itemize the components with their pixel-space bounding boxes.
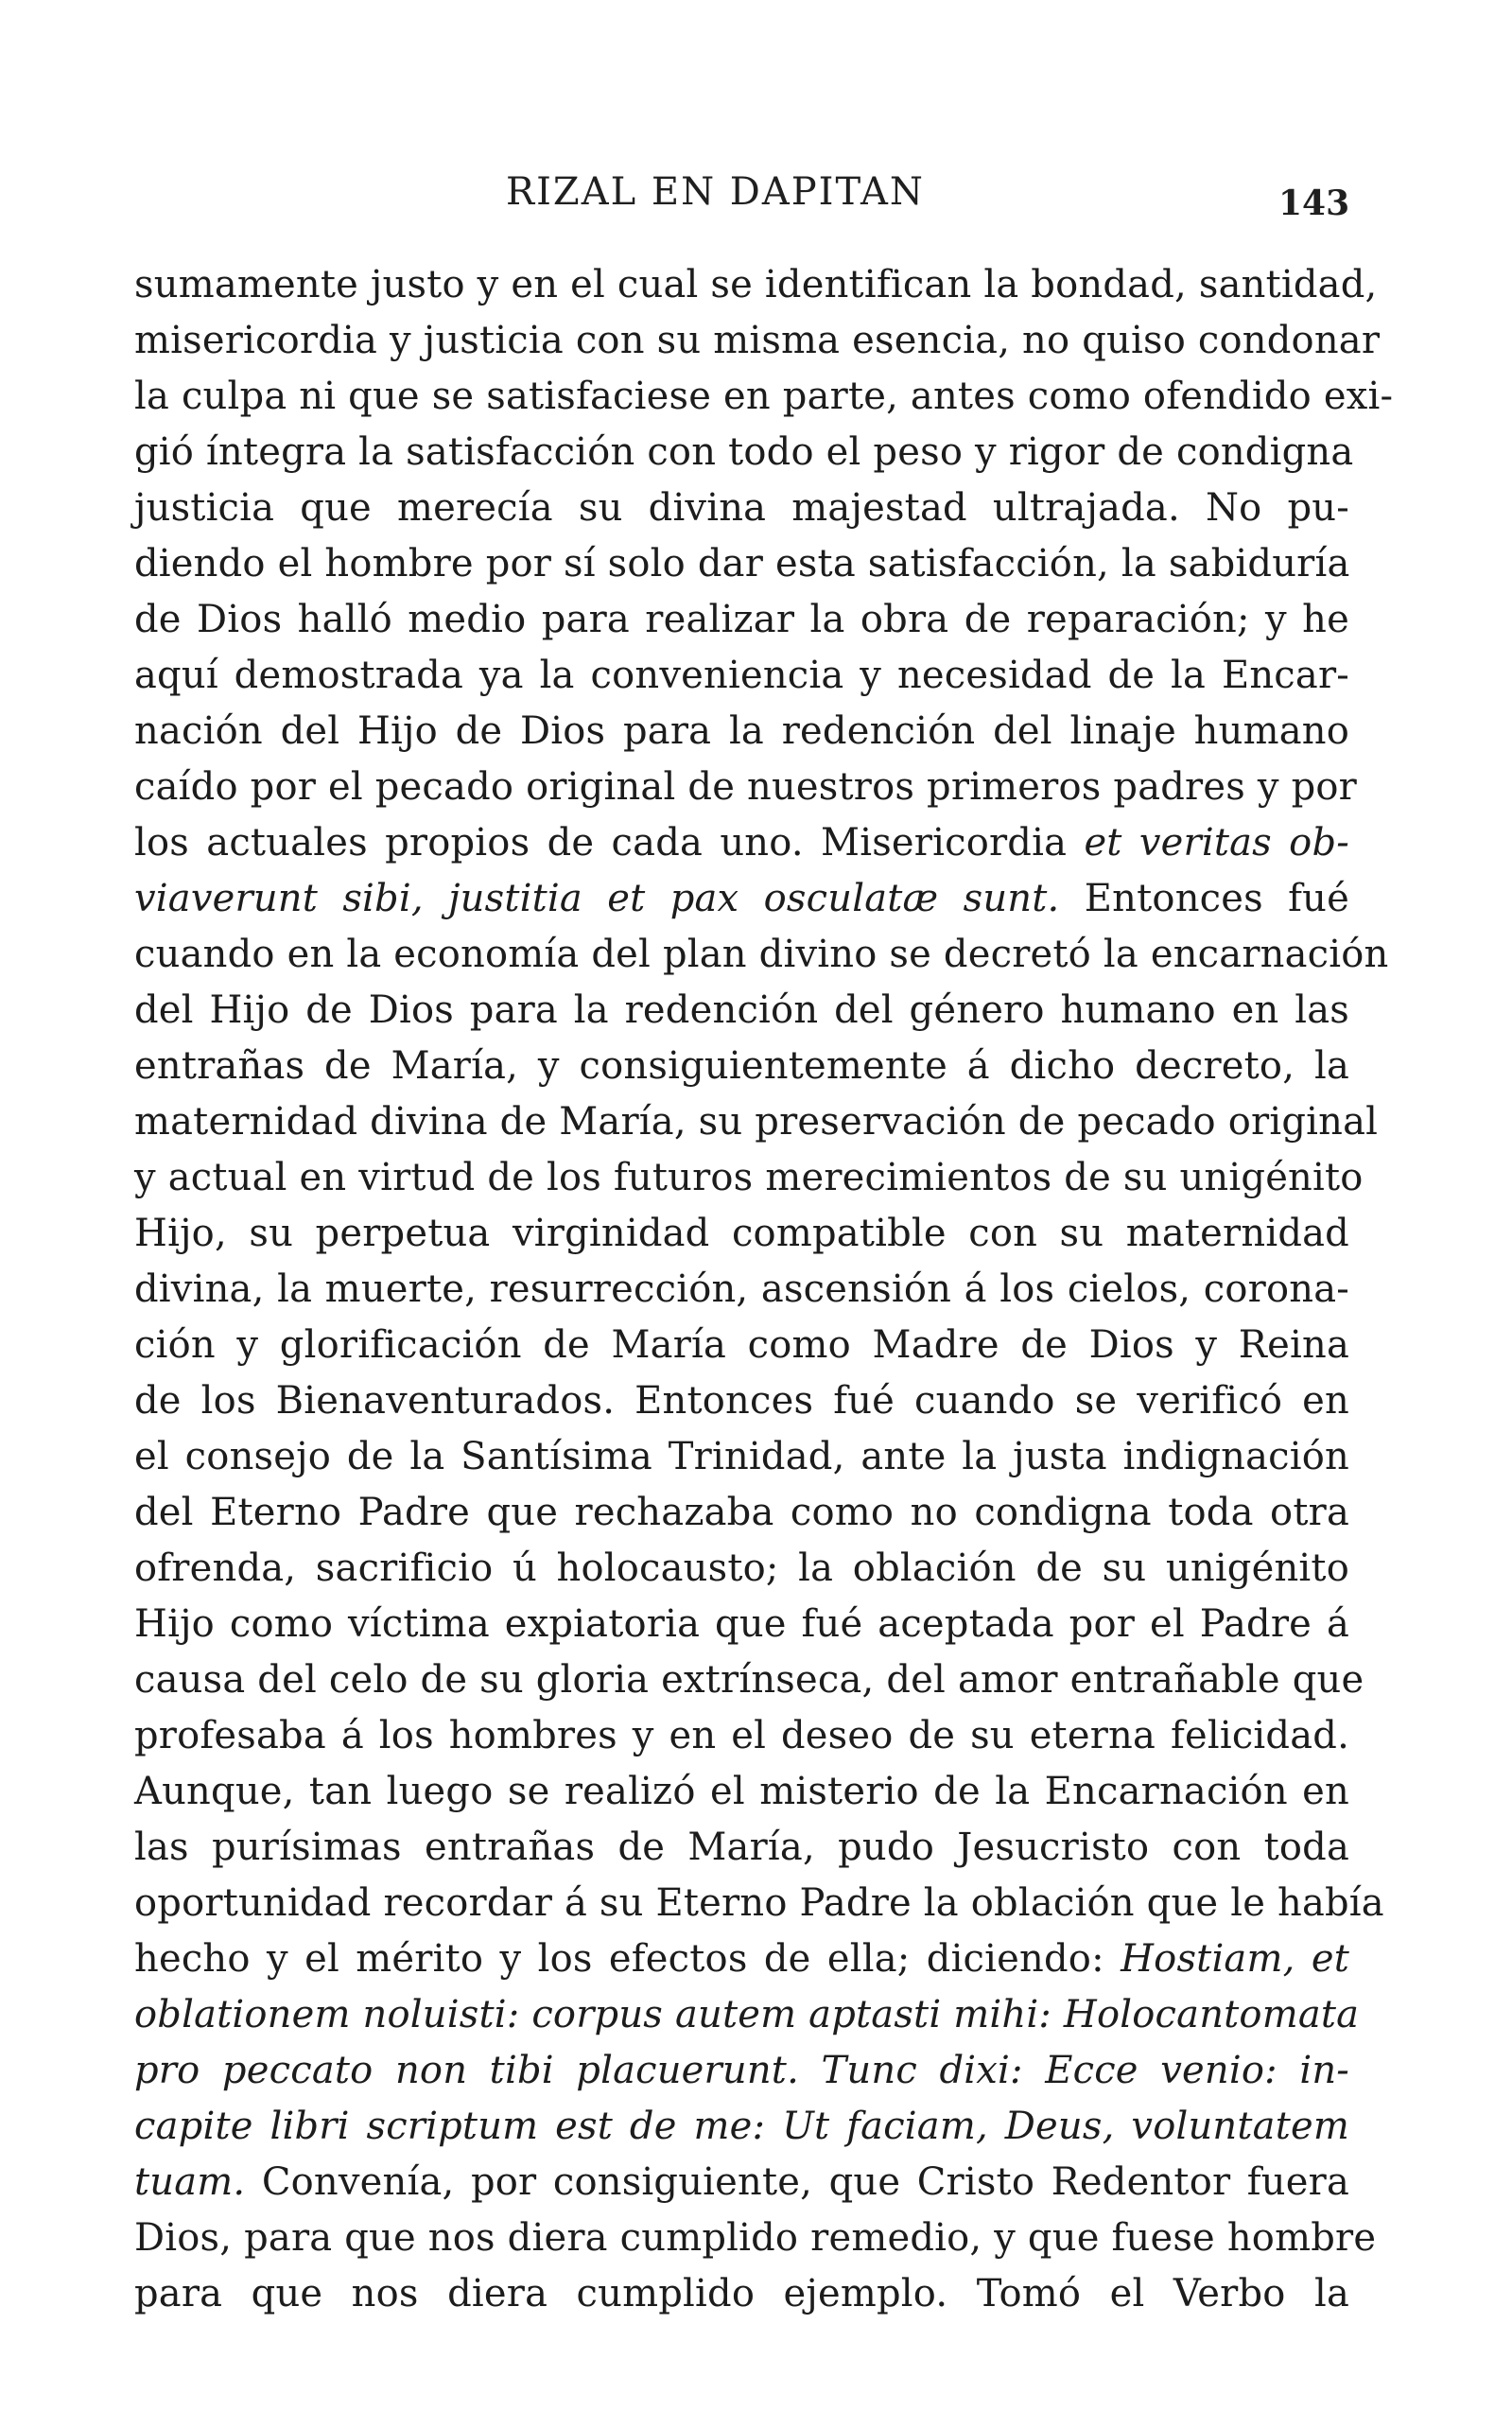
text-segment: cuando en la economía del plan divino se decretó la encarnación bbox=[134, 933, 1389, 976]
latin-quotation: pro peccato non tibi placuerunt. Tunc dixi: Ecce venio: in- bbox=[134, 2049, 1349, 2092]
text-line bbox=[134, 2099, 1349, 2155]
text-segment: caído por el pecado original de nuestros primeros padres y por bbox=[134, 765, 1358, 809]
text-line bbox=[134, 1931, 1349, 1987]
text-line bbox=[134, 1485, 1349, 1541]
text-line bbox=[134, 1094, 1379, 1150]
text-segment: del Hijo de Dios para la redención del género humano en las bbox=[134, 988, 1349, 1032]
text-segment: la culpa ni que se satisfaciese en parte, antes como ofendido exi- bbox=[134, 375, 1394, 418]
text-line bbox=[134, 481, 1349, 536]
text-line bbox=[134, 1987, 1360, 2043]
text-line bbox=[134, 1764, 1349, 1820]
text-segment: profesaba á los hombres y en el deseo de su eterna felicidad. bbox=[134, 1714, 1349, 1757]
text-line bbox=[134, 1039, 1349, 1094]
text-line bbox=[134, 2043, 1349, 2099]
text-line bbox=[134, 1541, 1349, 1597]
text-line bbox=[134, 2155, 1349, 2211]
text-segment: sumamente justo y en el cual se identifican la bondad, santidad, bbox=[134, 263, 1378, 306]
text-segment: Hijo como víctima expiatoria que fué aceptada por el Padre á bbox=[134, 1602, 1349, 1646]
text-segment: misericordia y justicia con su misma esencia, no quiso condonar bbox=[134, 319, 1381, 362]
text-line bbox=[134, 1876, 1384, 1931]
latin-quotation: oblationem noluisti: corpus autem aptasti mihi: Holocantomata bbox=[134, 1993, 1360, 2036]
text-line bbox=[134, 1652, 1364, 1708]
text-line bbox=[134, 927, 1389, 983]
text-segment: del Eterno Padre que rechazaba como no condigna toda otra bbox=[134, 1491, 1349, 1534]
text-segment: Entonces fué bbox=[1059, 877, 1350, 920]
text-line bbox=[134, 2266, 1349, 2322]
text-segment: Hijo, su perpetua virginidad compatible con su maternidad bbox=[134, 1212, 1349, 1255]
text-segment: de Dios halló medio para realizar la obra de reparación; y he bbox=[134, 598, 1349, 641]
text-line bbox=[134, 425, 1354, 481]
text-segment: de los Bienaventurados. Entonces fué cuando se verificó en bbox=[134, 1379, 1349, 1423]
text-line bbox=[134, 871, 1349, 927]
text-segment: Aunque, tan luego se realizó el misterio de la Encarnación en bbox=[134, 1770, 1349, 1813]
text-segment: divina, la muerte, resurrección, ascensión á los cielos, corona- bbox=[134, 1267, 1349, 1311]
text-segment: entrañas de María, y consiguientemente á dicho decreto, la bbox=[134, 1044, 1349, 1088]
latin-quotation: et veritas ob- bbox=[1084, 821, 1349, 865]
body-text bbox=[134, 257, 1394, 2322]
text-line bbox=[134, 648, 1349, 704]
text-segment: Convenía, por consiguiente, que Cristo Redentor fuera bbox=[245, 2160, 1349, 2204]
text-line bbox=[134, 1206, 1349, 1262]
text-segment: ofrenda, sacrificio ú holocausto; la oblación de su unigénito bbox=[134, 1547, 1349, 1590]
text-line bbox=[134, 760, 1358, 815]
text-segment: diendo el hombre por sí solo dar esta satisfacción, la sabiduría bbox=[134, 542, 1350, 585]
text-line bbox=[134, 1318, 1349, 1373]
text-segment: aquí demostrada ya la conveniencia y necesidad de la Encar- bbox=[134, 654, 1349, 697]
text-segment: Dios, para que nos diera cumplido remedio, y que fuese hombre bbox=[134, 2216, 1377, 2260]
text-segment: los actuales propios de cada uno. Misericordia bbox=[134, 821, 1085, 865]
running-head: RIZAL EN DAPITAN bbox=[506, 170, 925, 214]
text-segment: las purísimas entrañas de María, pudo Jesucristo con toda bbox=[134, 1826, 1349, 1869]
text-line bbox=[134, 592, 1349, 648]
text-segment: nación del Hijo de Dios para la redención del linaje humano bbox=[134, 709, 1349, 753]
text-segment: y actual en virtud de los futuros merecimientos de su unigénito bbox=[134, 1156, 1364, 1199]
text-segment: para que nos diera cumplido ejemplo. Tomó el Verbo la bbox=[134, 2272, 1349, 2315]
text-segment: hecho y el mérito y los efectos de ella; diciendo: bbox=[134, 1937, 1121, 1981]
text-line bbox=[134, 536, 1349, 592]
text-segment: justicia que merecía su divina majestad ultrajada. No pu- bbox=[134, 486, 1349, 530]
latin-quotation: capite libri scriptum est de me: Ut faciam, Deus, voluntatem bbox=[134, 2105, 1349, 2148]
latin-quotation: Hostiam, et bbox=[1121, 1937, 1349, 1981]
text-line bbox=[134, 1150, 1364, 1206]
page-number: 143 bbox=[1278, 183, 1350, 223]
text-line bbox=[134, 1262, 1349, 1318]
text-line bbox=[134, 1708, 1349, 1764]
text-line bbox=[134, 983, 1349, 1039]
text-segment: gió íntegra la satisfacción con todo el peso y rigor de condigna bbox=[134, 430, 1354, 474]
text-segment: oportunidad recordar á su Eterno Padre la oblación que le había bbox=[134, 1881, 1384, 1925]
text-line bbox=[134, 704, 1349, 760]
text-line bbox=[134, 313, 1381, 369]
text-segment: causa del celo de su gloria extrínseca, del amor entrañable que bbox=[134, 1658, 1364, 1702]
text-line bbox=[134, 257, 1378, 313]
text-line bbox=[134, 2211, 1377, 2266]
text-segment: maternidad divina de María, su preservación de pecado original bbox=[134, 1100, 1379, 1144]
text-line bbox=[134, 1429, 1349, 1485]
latin-quotation: tuam. bbox=[134, 2160, 246, 2204]
text-line bbox=[134, 1373, 1349, 1429]
latin-quotation: viaverunt sibi, justitia et pax osculatæ sunt. bbox=[134, 877, 1060, 920]
text-segment: ción y glorificación de María como Madre de Dios y Reina bbox=[134, 1323, 1349, 1367]
text-line bbox=[134, 369, 1394, 425]
text-line bbox=[134, 1820, 1349, 1876]
text-line bbox=[134, 815, 1349, 871]
text-line bbox=[134, 1597, 1349, 1652]
text-segment: el consejo de la Santísima Trinidad, ante la justa indignación bbox=[134, 1435, 1349, 1478]
